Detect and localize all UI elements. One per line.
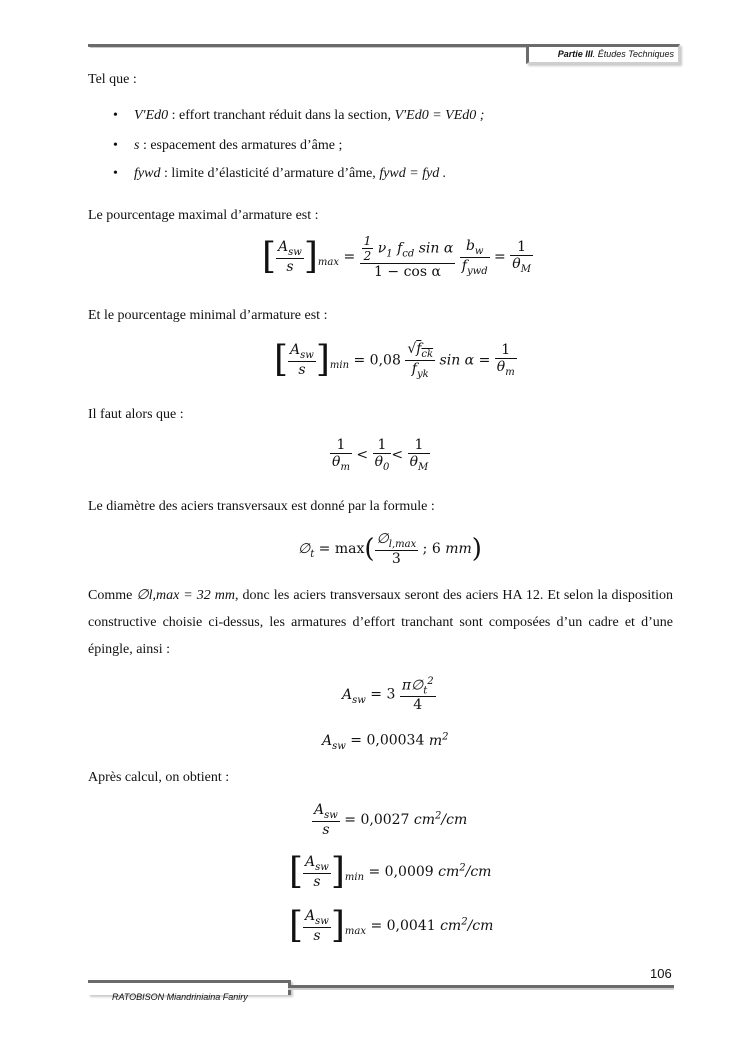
diameter-text: Le diamètre des aciers transversaux est donné par la formule : [88,499,435,514]
equation-condition: $\frac{1}{\theta_m}$ < $\frac{1}{\theta_0}$ < $\frac{1}{\theta_M}$ [332,437,429,473]
comme-lead: Comme [88,588,133,603]
bullet2-symbol: s [134,138,140,153]
bullet3-text: : limite d’élasticité d’armature d’âme, [163,166,376,181]
bullet1-equation: V′Ed0 = VEd0 ; [394,108,485,123]
min-ratio-text: Et le pourcentage minimal d’armature est : [88,308,328,323]
running-header [526,44,680,64]
equation-ratio-max-result: [ $\frac{A_{sw}}{s}$ ]$_{max} = 0,0041$ $cm^2/cm$ [289,905,494,946]
bullet3-equation: fywd = fyd . [379,166,447,181]
max-ratio-text: Le pourcentage maximal d’armature est : [88,208,319,223]
comme-rest: , donc les aciers transversaux seront des aciers HA 12. Et selon la disposition constructive choisie ci-dessus, les armatures d’effort tranchant sont composées d’un cadre et d’une épingle, ainsi : [88,588,674,657]
footer-rule-shadow [288,988,674,990]
intro-text: Tel que : [88,72,137,87]
condition-text: Il faut alors que : [88,407,184,422]
equation-max-ratio: [ $\frac{A_{sw}}{s}$ ]$_{max}$ = $\frac{1}{2}$ $\nu_1$ $f_{cd}$ sin α 1 − cos α $\frac{b_w}{f_{ywd}}$ = $\frac{1}{\theta_M}$ [262,234,531,280]
ratio-value: = 0,0027 [344,811,410,828]
header-part-title: . Études Techniques [592,49,674,59]
equation-ratio-result: $\frac{A_{sw}}{s}$ = 0,0027 $cm^2/cm$ [314,802,468,838]
bullet2-text: : espacement des armatures d’âme ; [142,138,343,153]
bullet-icon: • [113,138,118,153]
bullet3-symbol: fywd [134,166,161,181]
comme-equation: ∅l,max = 32 mm [136,588,236,603]
equation-asw-value: $A_{sw} = 0,00034$ $m^2$ [322,731,449,752]
ratio-max-value: = 0,0041 [370,918,436,934]
equation-ratio-min-result: [ $\frac{A_{sw}}{s}$ ]$_{min} = 0,0009$ $cm^2/cm$ [289,851,492,892]
footer-author: RATOBISON Miandriniaina Faniry [112,992,248,1002]
bullet-icon: • [113,108,118,123]
ratio-min-value: = 0,0009 [368,864,434,880]
result-text: Après calcul, on obtient : [88,770,230,785]
equation-asw-formula: $A_{sw} = 3$ $\frac{\pi\emptyset_t^2}{4}$ [342,676,434,714]
equation-diameter: $\emptyset_t = \max$( $\frac{\emptyset_{l,max}}{3}$ ; 6 mm) [298,531,482,567]
equation-min-ratio: [ $\frac{A_{sw}}{s}$ ]$_{min} = 0,08$ $\frac{√f_{ck}}{f_{yk}}$ sin α = $\frac{1}{\theta_m}$ [274,339,515,381]
asw-value: = 0,00034 [350,732,425,749]
bullet-icon: • [113,166,118,181]
header-rule-shadow [90,47,526,48]
comme-paragraph [88,582,673,663]
min-coefficient: = 0,08 [353,352,401,369]
bullet1-symbol: V′Ed0 [134,108,169,123]
header-part-bold: Partie III [557,49,593,59]
page-number: 106 [650,966,672,981]
bullet1-text: : effort tranchant réduit dans la section, [171,108,392,123]
